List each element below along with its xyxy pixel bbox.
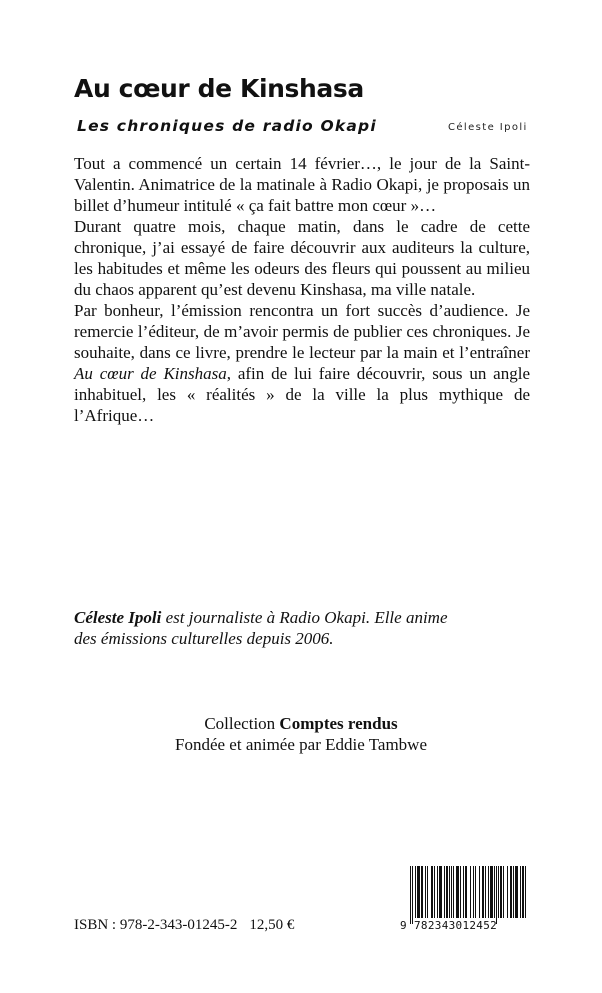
- author-bio: [74, 607, 544, 649]
- collection-name: Comptes rendus: [279, 714, 398, 733]
- collection-line: [0, 713, 602, 734]
- blurb-p3-start: Par bonheur, l’émission rencontra un fort succès d’audience. Je remercie l’éditeur, de m’avoir permis de publier ces chroniques. Je souhaite, dans ce livre, prendre le lecteur par la main et l’entraîner: [74, 301, 530, 362]
- book-title: Au cœur de Kinshasa: [74, 74, 364, 103]
- barcode-first-digit: 9: [400, 919, 407, 932]
- book-subtitle: Les chroniques de radio Okapi: [77, 117, 377, 135]
- bio-author-name: Céleste Ipoli: [74, 608, 162, 627]
- barcode: [398, 866, 530, 934]
- isbn-number: ISBN : 978-2-343-01245-2: [74, 917, 238, 933]
- collection-prefix: Collection: [204, 714, 280, 733]
- collection-info: [0, 713, 602, 755]
- bio-line-1-rest: est journaliste à Radio Okapi. Elle anime: [161, 608, 448, 627]
- blurb-paragraph-2: Durant quatre mois, chaque matin, dans le cadre de cette chronique, j’ai essayé de faire découvrir aux auditeurs la culture, les habitudes et même les odeurs des fleurs qui poussent au milieu du chaos apparent qu’est devenu Kinshasa, ma ville natale.: [74, 217, 530, 299]
- isbn-price-line: [74, 917, 294, 934]
- back-cover-blurb: [74, 153, 530, 426]
- collection-founder: Fondée et animée par Eddie Tambwe: [175, 735, 427, 754]
- blurb-paragraph-1: Tout a commencé un certain 14 février…, le jour de la Saint-Valentin. Animatrice de la matinale à Radio Okapi, je proposais un billet d’humeur intitulé « ça fait battre mon cœur »…: [74, 154, 530, 215]
- price: 12,50 €: [249, 917, 295, 933]
- bio-line-2: des émissions culturelles depuis 2006.: [74, 629, 334, 648]
- author-name: Céleste Ipoli: [448, 122, 528, 133]
- blurb-p3-book-title: Au cœur de Kinshasa: [74, 364, 227, 383]
- blurb-paragraph-3: [74, 300, 530, 426]
- bio-line-1: [74, 607, 544, 628]
- blurb-p3-end: , afin de lui faire découvrir, sous un angle inhabituel, les « réalités » de la ville la plus mythique de l’Afrique…: [74, 364, 530, 425]
- barcode-digit-string: 782343012452: [414, 919, 498, 932]
